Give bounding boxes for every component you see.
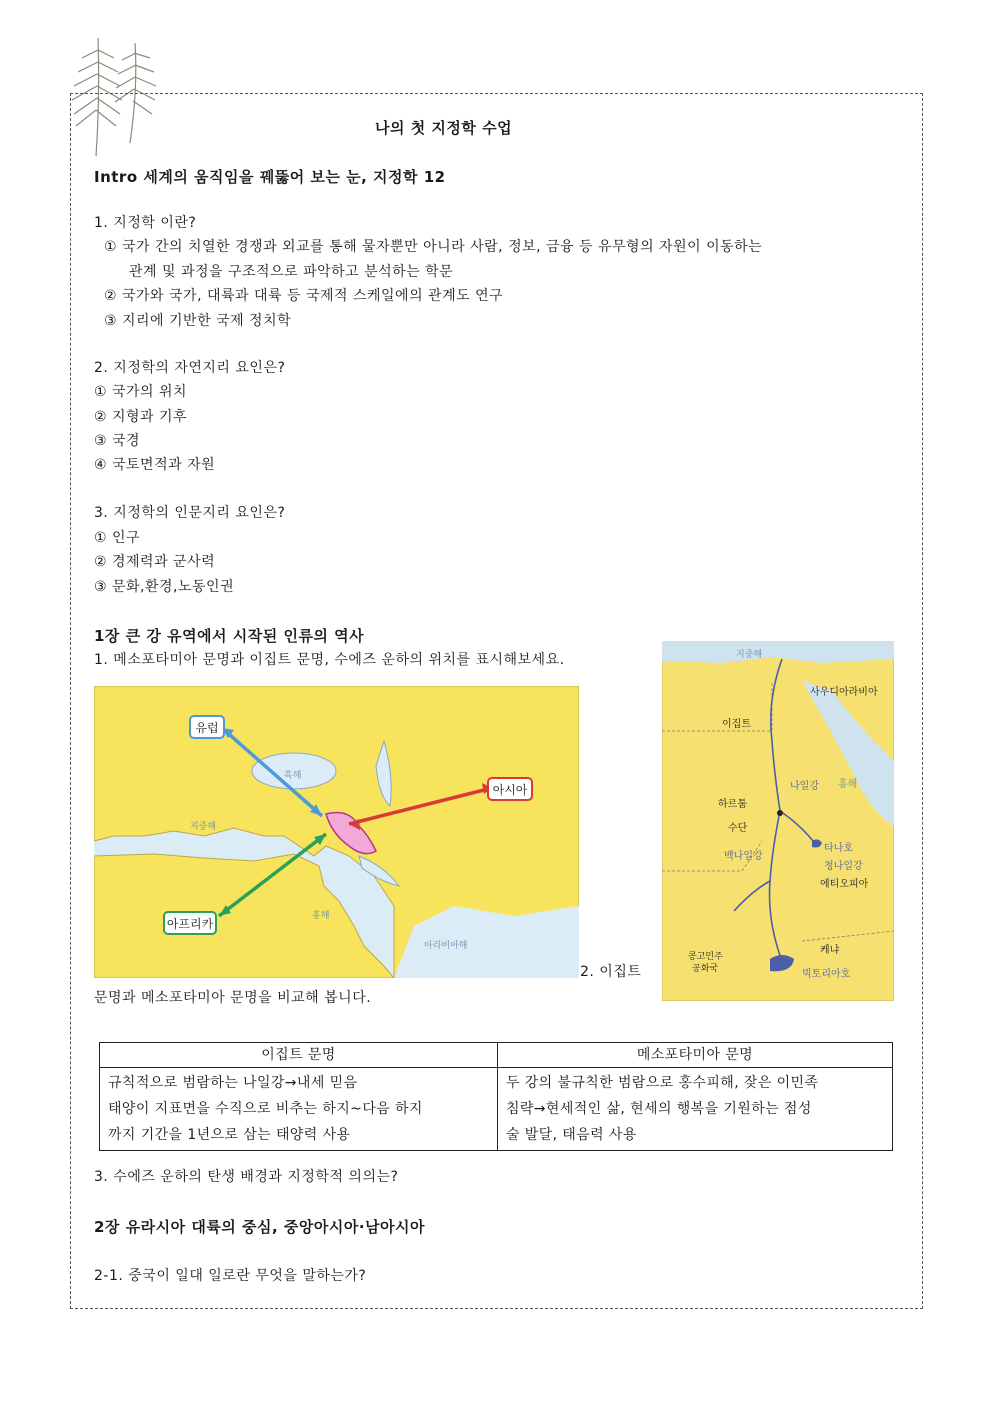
chapter1-q3: 3. 수에즈 운하의 탄생 배경과 지정학적 의의는?	[94, 1169, 399, 1185]
q1-answer-1-cont: 관계 및 과정을 구조적으로 파악하고 분석하는 학문	[129, 264, 454, 280]
q1-answer-2: ② 국가와 국가, 대륙과 대륙 등 국제적 스케일에의 관계도 연구	[104, 288, 504, 304]
map2-label-red-sea: 홍해	[838, 779, 858, 790]
chapter1-q2-part2: 문명과 메소포타미아 문명을 비교해 봅니다.	[94, 990, 372, 1006]
table-header-egypt: 이집트 문명	[100, 1043, 498, 1068]
table-row	[100, 1068, 893, 1151]
table-header-mesopotamia: 메소포타미아 문명	[497, 1043, 892, 1068]
egypt-line: 태양이 지표면을 수직으로 비추는 하지~다음 하지	[108, 1101, 423, 1117]
q3-item: ③ 문화,환경,노동인권	[94, 579, 235, 595]
q1-question: 1. 지정학 이란?	[94, 215, 197, 231]
map2-label-egypt: 이집트	[722, 719, 751, 730]
egypt-line: 규칙적으로 범람하는 나일강→내세 믿음	[108, 1075, 358, 1091]
q2-item: ① 국가의 위치	[94, 384, 188, 400]
map2-label-kenya: 케냐	[820, 945, 840, 956]
chapter1-heading: 1장 큰 강 유역에서 시작된 인류의 역사	[94, 627, 365, 645]
map2-label-blue-nile: 청나일강	[824, 861, 863, 872]
map-label-red-sea: 홍해	[312, 911, 330, 921]
q2-item: ② 지형과 기후	[94, 409, 188, 425]
map2-label-ethiopia: 에티오피아	[820, 879, 869, 890]
map2-label-mediterranean: 지중해	[736, 650, 763, 660]
table-header-row	[100, 1043, 893, 1068]
page-title: 나의 첫 지정학 수업	[375, 119, 513, 137]
q1-answer-3: ③ 지리에 기반한 국제 정치학	[104, 313, 292, 329]
mesopotamia-line: 침략→현세적인 삶, 현세의 행복을 기원하는 점성	[505, 1101, 812, 1117]
q3-item: ① 인구	[94, 530, 141, 546]
q1-answer-1: ① 국가 간의 치열한 경쟁과 외교를 통해 물자뿐만 아니라 사람, 정보, 금융 등 유무형의 자원이 이동하는	[104, 239, 763, 255]
map2-label-lake-victoria: 빅토리아호	[802, 969, 851, 980]
table-cell-egypt	[100, 1068, 498, 1151]
q3-item: ② 경제력과 군사력	[94, 554, 216, 570]
map-label-black-sea: 흑해	[284, 771, 302, 781]
map2-label-drc-line1: 콩고민주	[688, 952, 723, 962]
map2-label-lake-tana: 타나호	[824, 843, 853, 854]
middle-east-map	[94, 686, 579, 978]
map2-label-nile: 나일강	[790, 781, 819, 792]
chapter2-heading: 2장 유라시아 대륙의 중심, 중앙아시아·남아시아	[94, 1218, 426, 1236]
civilization-comparison-table	[99, 1042, 893, 1151]
q2-item: ③ 국경	[94, 433, 141, 449]
egypt-line: 까지 기간을 1년으로 삼는 태양력 사용	[108, 1127, 351, 1143]
map2-label-white-nile: 백나일강	[724, 851, 763, 862]
map2-label-saudi: 사우디아라비아	[810, 687, 878, 698]
map-label-europe: 유럽	[195, 721, 219, 735]
intro-heading: Intro 세계의 움직임을 꿰뚫어 보는 눈, 지정학 12	[94, 168, 446, 186]
mesopotamia-line: 술 발달, 태음력 사용	[505, 1127, 637, 1143]
map-label-mediterranean: 지중해	[190, 822, 217, 832]
table-cell-mesopotamia	[497, 1068, 892, 1151]
q2-item: ④ 국토면적과 자원	[94, 457, 216, 473]
q2-question: 2. 지정학의 자연지리 요인은?	[94, 360, 286, 376]
mesopotamia-line: 두 강의 불규칙한 범람으로 홍수피해, 잦은 이민족	[505, 1075, 819, 1091]
chapter2-q1: 2-1. 중국이 일대 일로란 무엇을 말하는가?	[94, 1268, 367, 1284]
chapter1-q2-part1: 2. 이집트	[580, 964, 642, 980]
map2-label-khartoum: 하르툼	[718, 799, 747, 810]
nile-basin-map	[662, 641, 894, 1001]
q3-question: 3. 지정학의 인문지리 요인은?	[94, 505, 286, 521]
map2-label-sudan: 수단	[728, 823, 748, 834]
chapter1-q1: 1. 메소포타미아 문명과 이집트 문명, 수에즈 운하의 위치를 표시해보세요.	[94, 652, 565, 668]
map-label-arabian-sea: 아라비아해	[424, 941, 468, 951]
map2-label-drc-line2: 공화국	[692, 964, 719, 974]
map-label-asia: 아시아	[492, 783, 528, 797]
map-label-africa: 아프리카	[166, 917, 214, 931]
